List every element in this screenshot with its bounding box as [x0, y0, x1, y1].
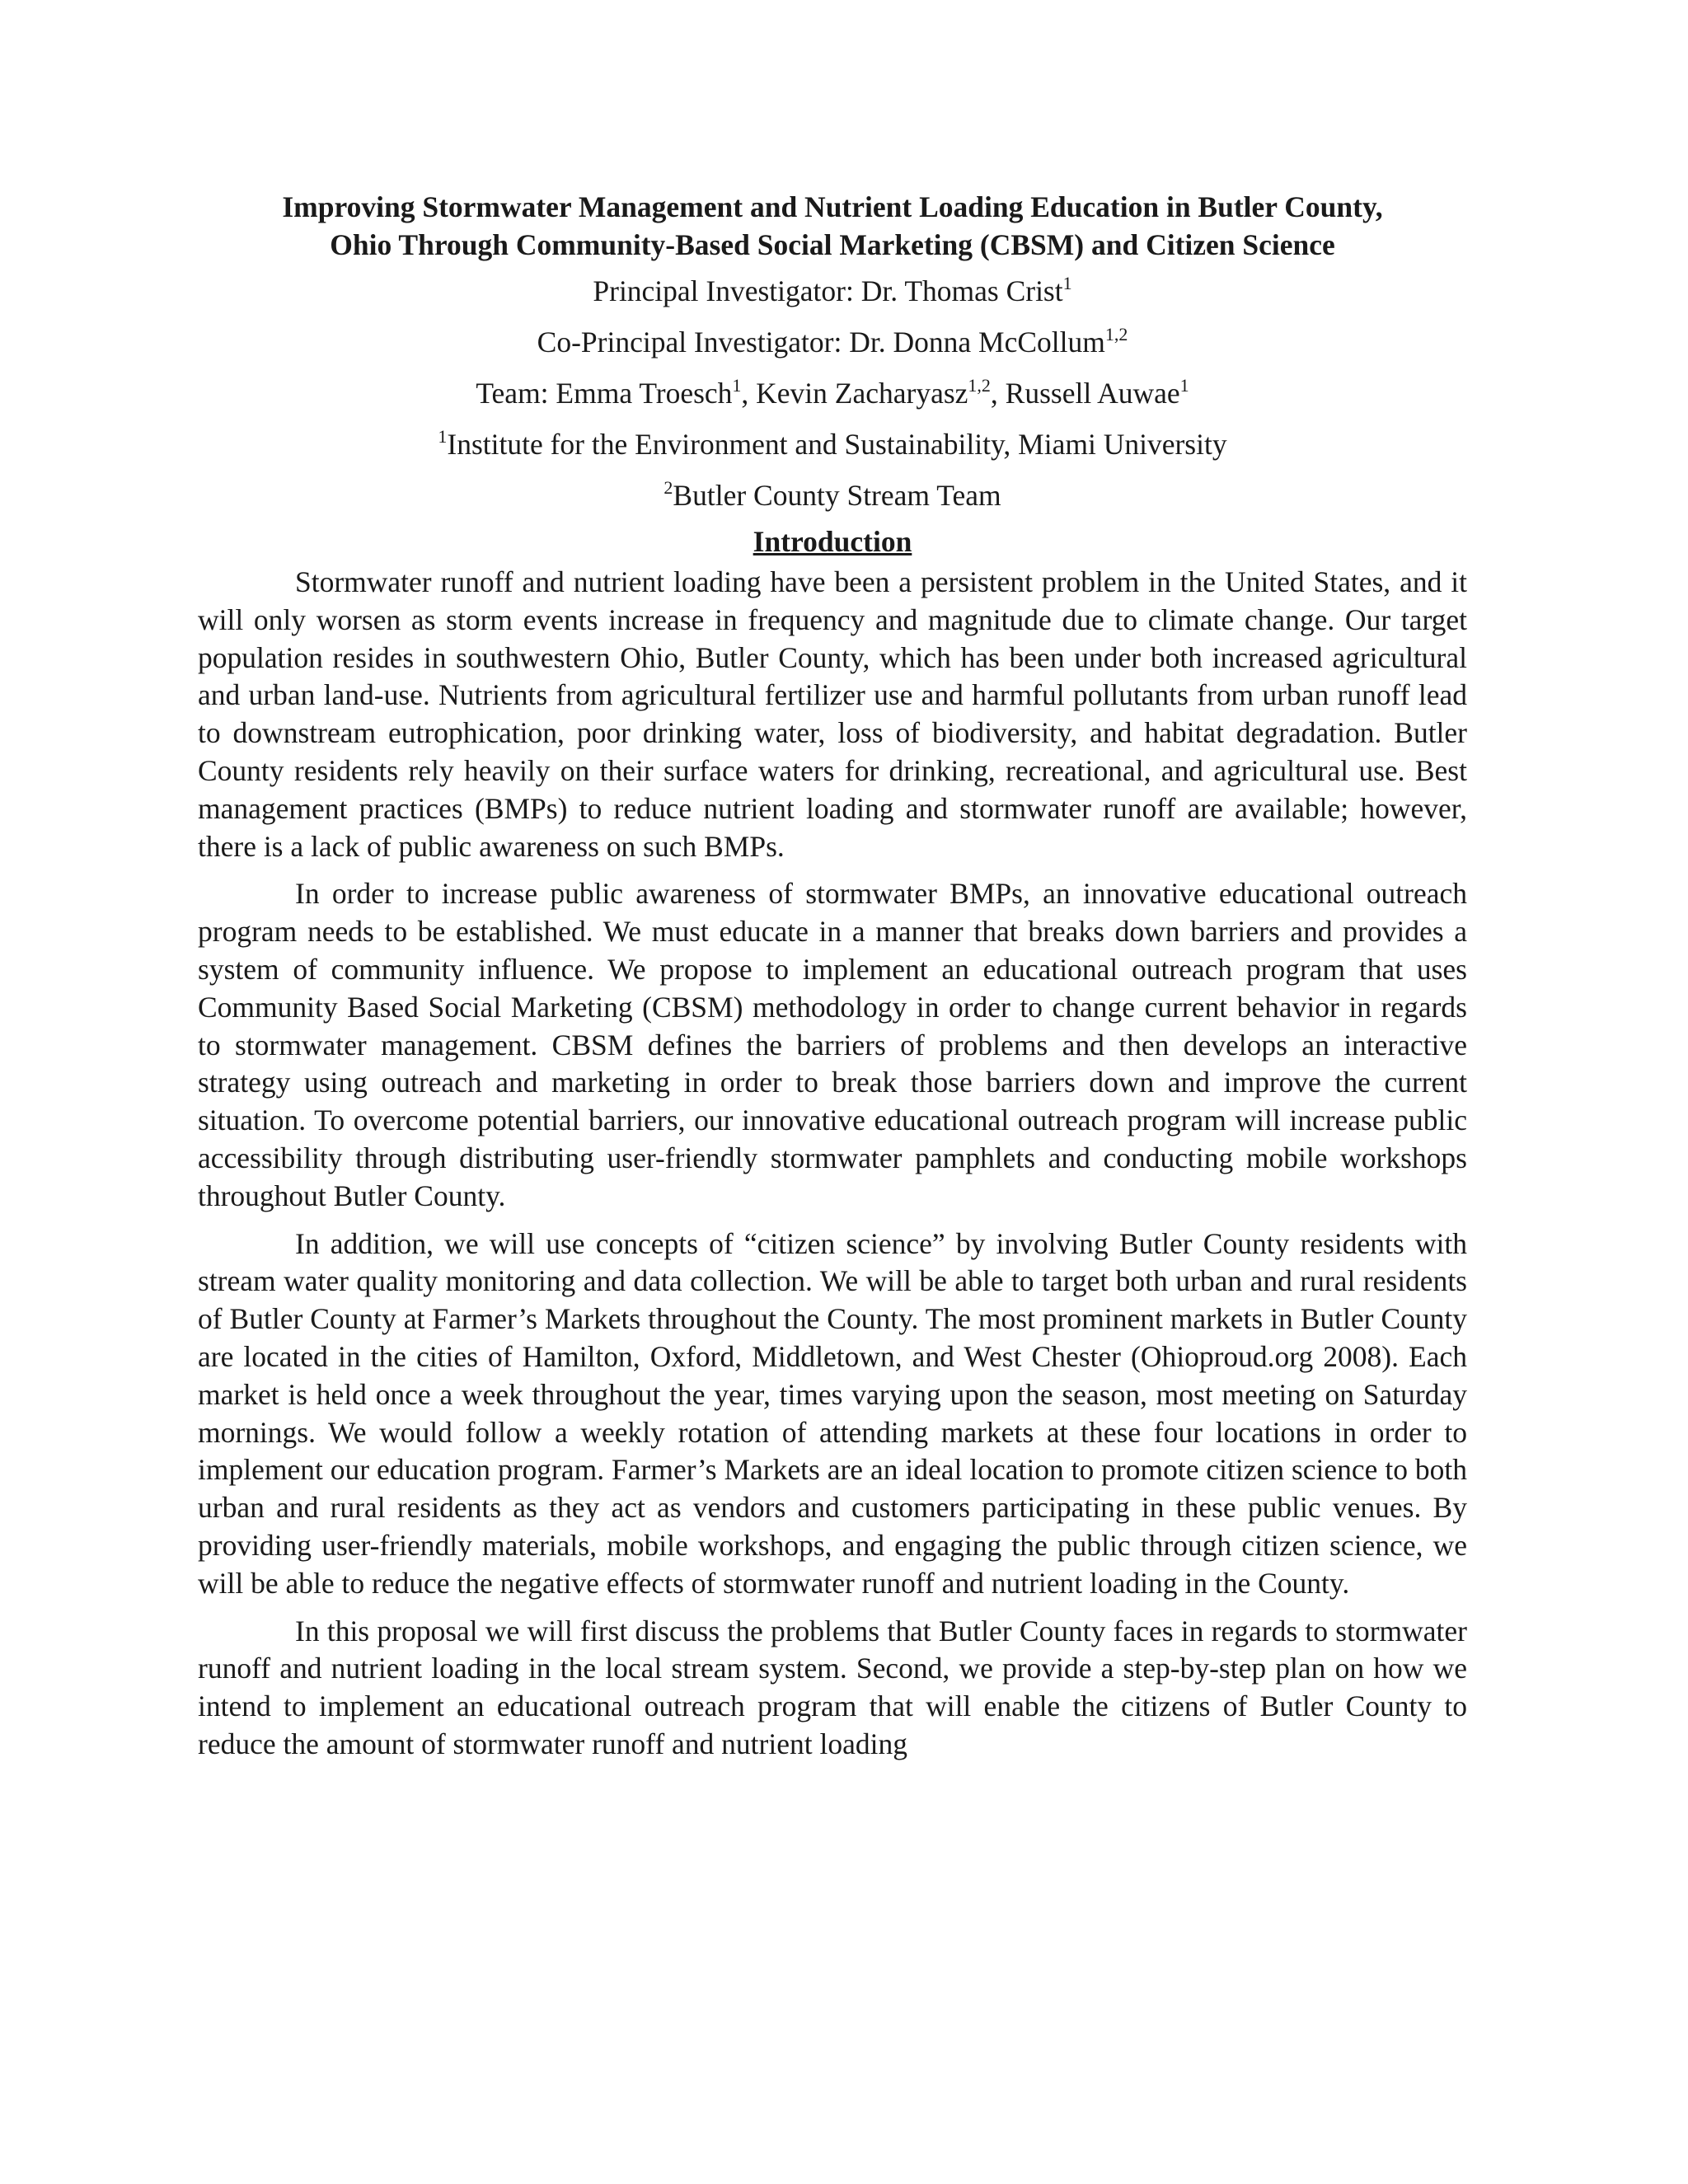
team-member-1: Team: Emma Troesch: [476, 377, 733, 410]
body-text: [198, 564, 1467, 1764]
principal-investigator-text: Principal Investigator: Dr. Thomas Crist: [593, 274, 1063, 307]
affiliation-2-mark: 2: [663, 477, 673, 498]
affiliation-1-text: Institute for the Environment and Sustainability, Miami University: [447, 428, 1227, 461]
title-line-1: Improving Stormwater Management and Nutrient Loading Education in Butler County,: [282, 190, 1383, 223]
document-title: [198, 188, 1467, 264]
document-page: [198, 188, 1467, 1774]
title-line-2: Ohio Through Community-Based Social Marketing (CBSM) and Citizen Science: [330, 228, 1335, 261]
paragraph: In order to increase public awareness of stormwater BMPs, an innovative educational outreach program needs to be established. We must educate in a manner that breaks down barriers and provides a system of community influence. We propose to implement an educational outreach program that uses Community Based Social Marketing (CBSM) methodology in order to change current behavior in regards to stormwater management. CBSM defines the barriers of problems and then develops an interactive strategy using outreach and marketing in order to break those barriers down and improve the current situation. To overcome potential barriers, our innovative educational outreach program will increase public accessibility through distributing user-friendly stormwater pamphlets and conducting mobile workshops throughout Butler County.: [198, 877, 1467, 1212]
team-member-3: , Russell Auwae: [990, 377, 1180, 410]
team-member-1-affiliation-mark: 1: [732, 375, 742, 396]
affiliation-2: [198, 476, 1467, 514]
co-principal-investigator: [198, 323, 1467, 361]
team-member-3-affiliation-mark: 1: [1179, 375, 1189, 396]
affiliation-1: [198, 425, 1467, 463]
affiliation-1-mark: 1: [438, 426, 448, 447]
team-members: [198, 374, 1467, 412]
team-member-2-affiliation-mark: 1,2: [968, 375, 991, 396]
paragraph: In addition, we will use concepts of “citizen science” by involving Butler County residents with stream water quality monitoring and data collection. We will be able to target both urban and rural residents of Butler County at Farmer’s Markets throughout the County. The most prominent markets in Butler County are located in the cities of Hamilton, Oxford, Middletown, and West Chester (Ohioproud.org 2008). Each market is held once a week throughout the year, times varying upon the season, most meeting on Saturday mornings. We would follow a weekly rotation of attending markets at these four locations in order to implement our education program. Farmer’s Markets are an ideal location to promote citizen science to both urban and rural residents as they act as vendors and customers participating in these public venues. By providing user-friendly materials, mobile workshops, and engaging the public through citizen science, we will be able to reduce the negative effects of stormwater runoff and nutrient loading in the County.: [198, 1226, 1467, 1600]
co-principal-investigator-text: Co-Principal Investigator: Dr. Donna McCollum: [537, 326, 1105, 359]
paragraph: In this proposal we will first discuss the problems that Butler County faces in regards to stormwater runoff and nutrient loading in the local stream system. Second, we provide a step-by-step plan on how we intend to implement an educational outreach program that will enable the citizens of Butler County to reduce the amount of stormwater runoff and nutrient loading: [198, 1614, 1467, 1760]
affiliation-2-text: Butler County Stream Team: [673, 479, 1001, 512]
principal-investigator: [198, 272, 1467, 310]
principal-investigator-affiliation-mark: 1: [1062, 273, 1072, 293]
team-member-2: , Kevin Zacharyasz: [741, 377, 968, 410]
co-principal-investigator-affiliation-mark: 1,2: [1104, 324, 1128, 344]
paragraph: Stormwater runoff and nutrient loading have been a persistent problem in the United States, and it will only worsen as storm events increase in frequency and magnitude due to climate change. Our target population resides in southwestern Ohio, Butler County, which has been under both increased agricultural and urban land-use. Nutrients from agricultural fertilizer use and harmful pollutants from urban runoff lead to downstream eutrophication, poor drinking water, loss of biodiversity, and habitat degradation. Butler County residents rely heavily on their surface waters for drinking, recreational, and agricultural use. Best management practices (BMPs) to reduce nutrient loading and stormwater runoff are available; however, there is a lack of public awareness on such BMPs.: [198, 565, 1467, 863]
section-heading-introduction: Introduction: [753, 525, 912, 558]
